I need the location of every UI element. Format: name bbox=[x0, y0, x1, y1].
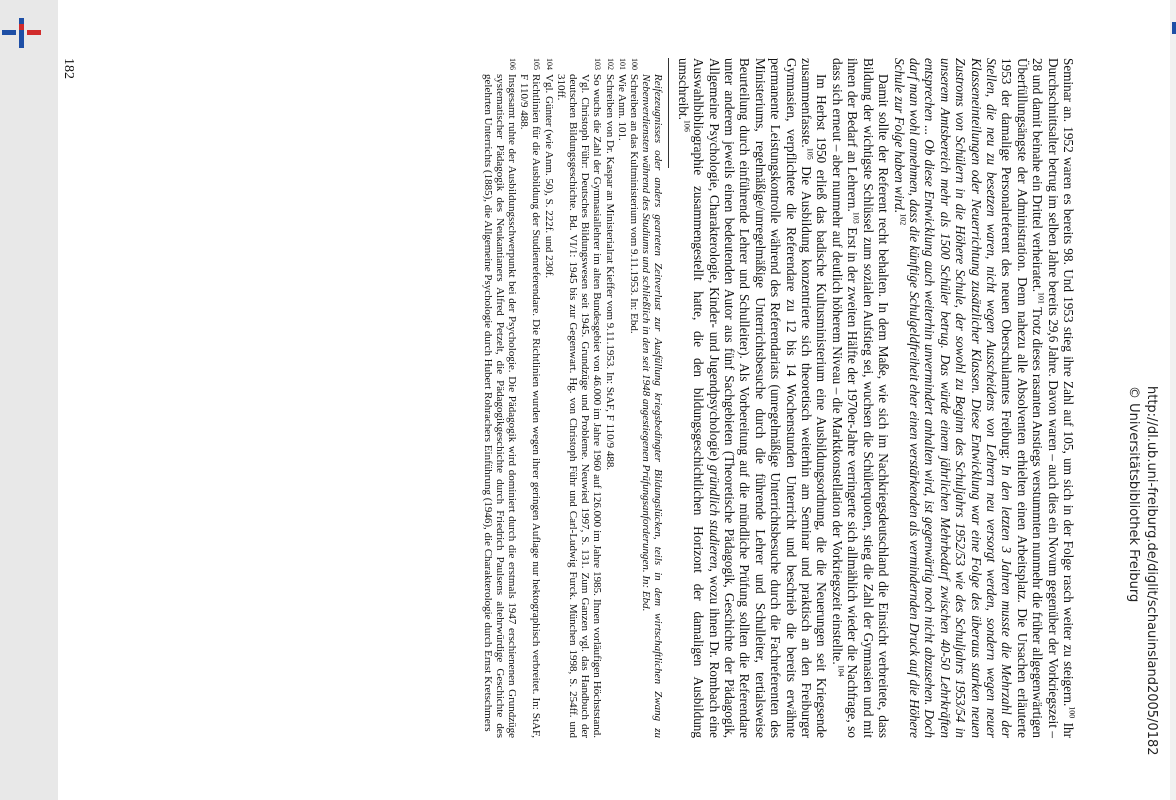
footnote-marker: 101 bbox=[1036, 292, 1046, 305]
body-paragraph bbox=[830, 58, 892, 738]
body-paragraph bbox=[675, 58, 829, 738]
footnote-number: 104 bbox=[544, 58, 554, 70]
footnote-marker: 102 bbox=[897, 213, 907, 226]
paragraph-text: Ihr Durchschnittsalter betrug im selben Jahre bereits 29,6 Jahre. Davon waren – auch dies ein Novum gegenüber der Vorkriegszeit – 28 und damit beinahe ein Drittel verheiratet. bbox=[1030, 58, 1076, 738]
footnote-number: 101 bbox=[617, 58, 627, 70]
library-logo-icon[interactable] bbox=[2, 16, 42, 50]
paragraph-text: , wozu ihnen Dr. Rombach eine Auswahlbibliographie zusammengestellt hatte, die den bildungsgeschichtlichen Horizont der damaligen Ausbildung umschreibt. bbox=[675, 58, 722, 739]
footnote bbox=[542, 58, 554, 738]
footnote-number: 105 bbox=[532, 58, 542, 70]
footnote-marker: 103 bbox=[851, 211, 861, 224]
page-number: 182 bbox=[61, 58, 76, 79]
page-marker-icon bbox=[1172, 22, 1176, 34]
footnote-marker: 105 bbox=[805, 147, 815, 160]
source-strip bbox=[1100, 386, 1160, 800]
footnote-number: 102 bbox=[605, 58, 615, 70]
footnote-text: Insgesamt ruhte der Ausbildungsschwerpunkt bei der Psychologie. Die Pädagogik wird dominiert durch die erstmals 1947 erschienenen Grundzüge systematischer Pädagogik des Neukantianers Alfred Petzelt, die Pädagogikgeschichte durch Friedrich Paulsens altehrwürdige Geschichte des gelehrten Unterrichts (1885), die Allgemeine Psychologie durch Hubert Rohrachers Einführung (1946), die Charakterologie durch Ernst Kretschmers bbox=[481, 74, 518, 738]
footnote bbox=[628, 58, 640, 738]
body-paragraph bbox=[891, 58, 1076, 738]
paragraph-text: Damit sollte der Referent recht behalten. In dem Maße, wie sich im Nachkriegsdeutschland die Einsicht verbreitete, dass Bildung der wichtigste Schlüssel zum sozialen Aufstieg sei, wuchsen die Schülerquoten, stieg die Zahl der Gymnasien und mit ihnen der Bedarf an Lehrern. bbox=[845, 58, 892, 738]
footnote-text: Schreiben von Dr. Kaspar an Ministerialrat Kieffer vom 9.11.1953. In: StAF, F 110/9 488. bbox=[603, 74, 616, 471]
page-body bbox=[96, 58, 1076, 738]
footnote-text: Richtlinien für die Ausbildung der Studienreferendare. Die Richtlinien wurden wegen ihrer geringen Auflage nur hektographisch verbreitet. In: StAF, F 110/9 488. bbox=[518, 74, 543, 738]
footnote bbox=[603, 58, 615, 738]
paragraph-text: Trotz dieses rasanten Anstiegs verstummten nunmehr die früher allgegenwärtigen Überfüllungsängste der Administration. Denn nahezu alle Absolventen erhielten einen Arbeitsplatz. Die Ursachen erläuterte 1953 der damalige Personalreferent des neuen Oberschulamtes Freiburg: bbox=[999, 58, 1046, 739]
footnote-text: Vgl. Günter (wie Anm. 50), S. 222f. und 230f. bbox=[542, 74, 555, 279]
paragraph-text: Seminar an. 1952 waren es bereits 98. Und 1953 stieg ihre Zahl auf 105, um sich in der Folge rasch weiter zu steigern. bbox=[1061, 58, 1076, 707]
footnote-number: 100 bbox=[630, 58, 640, 70]
footnote-text: Schreiben an das Kultministerium vom 9.11.1953. In: Ebd. bbox=[628, 74, 641, 334]
footnote bbox=[518, 58, 542, 738]
viewer-left-strip bbox=[0, 0, 58, 800]
paragraph-text: Die Ausbildung konzentrierte sich theoretisch weiterhin am Seminar und praktisch an den Freiburger Gymnasien, verpflichtete die Referendare zu 12 bis 14 Wochenstunden Unterricht und beschrieb die bereits erwähnte permanente Leistungskontrolle während des Referendariats (unregelmäßige Unterrichtsbesuche durch die Fachreferenten des Ministeriums, regelmäßige/unregelmäßige Unterrichtsbesuche durch die führende Lehrer und Schulleiter, tertialsweise Beurteilung durch einführende Lehrer und Schulleiter). Als Vorbereitung auf die mündliche Prüfung sollten die Referendare unter anderem jeweils einen bedeutenden Autor aus fünf Sachgebieten (Theoretische Pädagogik, Geschichte der Pädagogik, Allgemeine Psychologie, Charakterologie, Kinder- und Jugendpsychologie) bbox=[706, 58, 815, 738]
footnote-marker: 104 bbox=[836, 664, 846, 677]
scanned-page bbox=[61, 58, 1077, 739]
footnote-marker: 106 bbox=[682, 119, 692, 132]
copyright-notice: © Universitätsbibliothek Freiburg bbox=[1126, 386, 1141, 603]
footnote bbox=[616, 58, 628, 738]
footnote-marker: 100 bbox=[1067, 706, 1077, 719]
paragraph-text: Erst in der zweiten Hälfte der 1970er-Jahre verringerte sich allmählich wieder die Nachfrage, so dass sich erneut – aber nunmehr auf deutlich höherem Niveau – die Marktkonstellation der Vorkriegszeit einstellte. bbox=[829, 58, 861, 738]
footnote-text: Wie Anm. 101. bbox=[615, 74, 628, 141]
footnote-number: 103 bbox=[593, 58, 603, 70]
footnote-continuation: Reifezeugnisses oder anders gearteten Zeitverlust zur Ausfüllung kriegsbedingter Bildungslücken, teils in dem wirtschaftlichen Zwang zu Nebenverdiensten während des Studiums und schließlich in den seit 1948 angestiegenen Prüfungsanforderungen. In: Ebd. bbox=[640, 74, 665, 738]
footnote-divider bbox=[668, 58, 669, 168]
viewer-right-strip bbox=[1170, 0, 1176, 800]
paragraph-text: Im Herbst 1950 erließ das badische Kultusministerium eine Ausbildungsordnung, die die Neuerungen seit Kriegsende zusammenfasste. bbox=[799, 58, 830, 738]
quoted-text: gründlich studieren bbox=[706, 464, 722, 569]
footnote-number: 106 bbox=[508, 58, 517, 70]
source-url[interactable]: http://dl.ub.uni-freiburg.de/diglit/schauinsland2005/0182 bbox=[1144, 386, 1159, 756]
footnote-text: So wuchs die Zahl der Gymnasiallehrer im alten Bundesgebiet von 46.000 im Jahre 1960 auf 126.000 im Jahre 1985. Ihnen vorläufigen Höchststand. Vgl. Christoph Führ: Deutsches Bildungswesen seit 1945. Grundzüge und Probleme. Neuwied 1997, S. 131. Zum Ganzen vgl. das Handbuch der deutschen Bildungsgeschichte. Bd. VI/1: 1945 bis zur Gegenwart. Hg. von Christoph Führ und Carl-Ludwig Furck. München 1998, S. 254ff. und 310ff. bbox=[554, 74, 604, 738]
quoted-text: In den letzten 3 Jahren musste die Mehrzahl der Stellen, die neu zu besetzen waren, nicht wegen Ausscheidens von Lehrern neu versorgt werden, sondern wegen neuer Klasseneinteilungen oder Neuerrichtung zusätzlicher Klassen. Diese Entwicklung war eine Folge des überaus starken neuen Zustroms von Schülern in die Höhere Schule, der sowohl zu Beginn des Schuljahrs 1952/53 wie des Schuljahrs 1953/54 in unserem Amtsbereich mehr als 1500 Schüler betrug. Das würde einem jährlichen Mehrbedarf zwischen 40-50 Lehrkräften entsprechen ... Ob diese Entwicklung auch weiterhin unvermindert anhalten wird, ist gegenwärtig noch nicht abzusehen. Doch darf man wohl annehmen, dass die künftige Schulgeldfreiheit eher einen verstärkenden als vermindernden Druck auf die Höhere Schule zur Folge haben wird. bbox=[891, 58, 1015, 739]
footnote bbox=[481, 58, 518, 738]
footnote bbox=[555, 58, 604, 738]
